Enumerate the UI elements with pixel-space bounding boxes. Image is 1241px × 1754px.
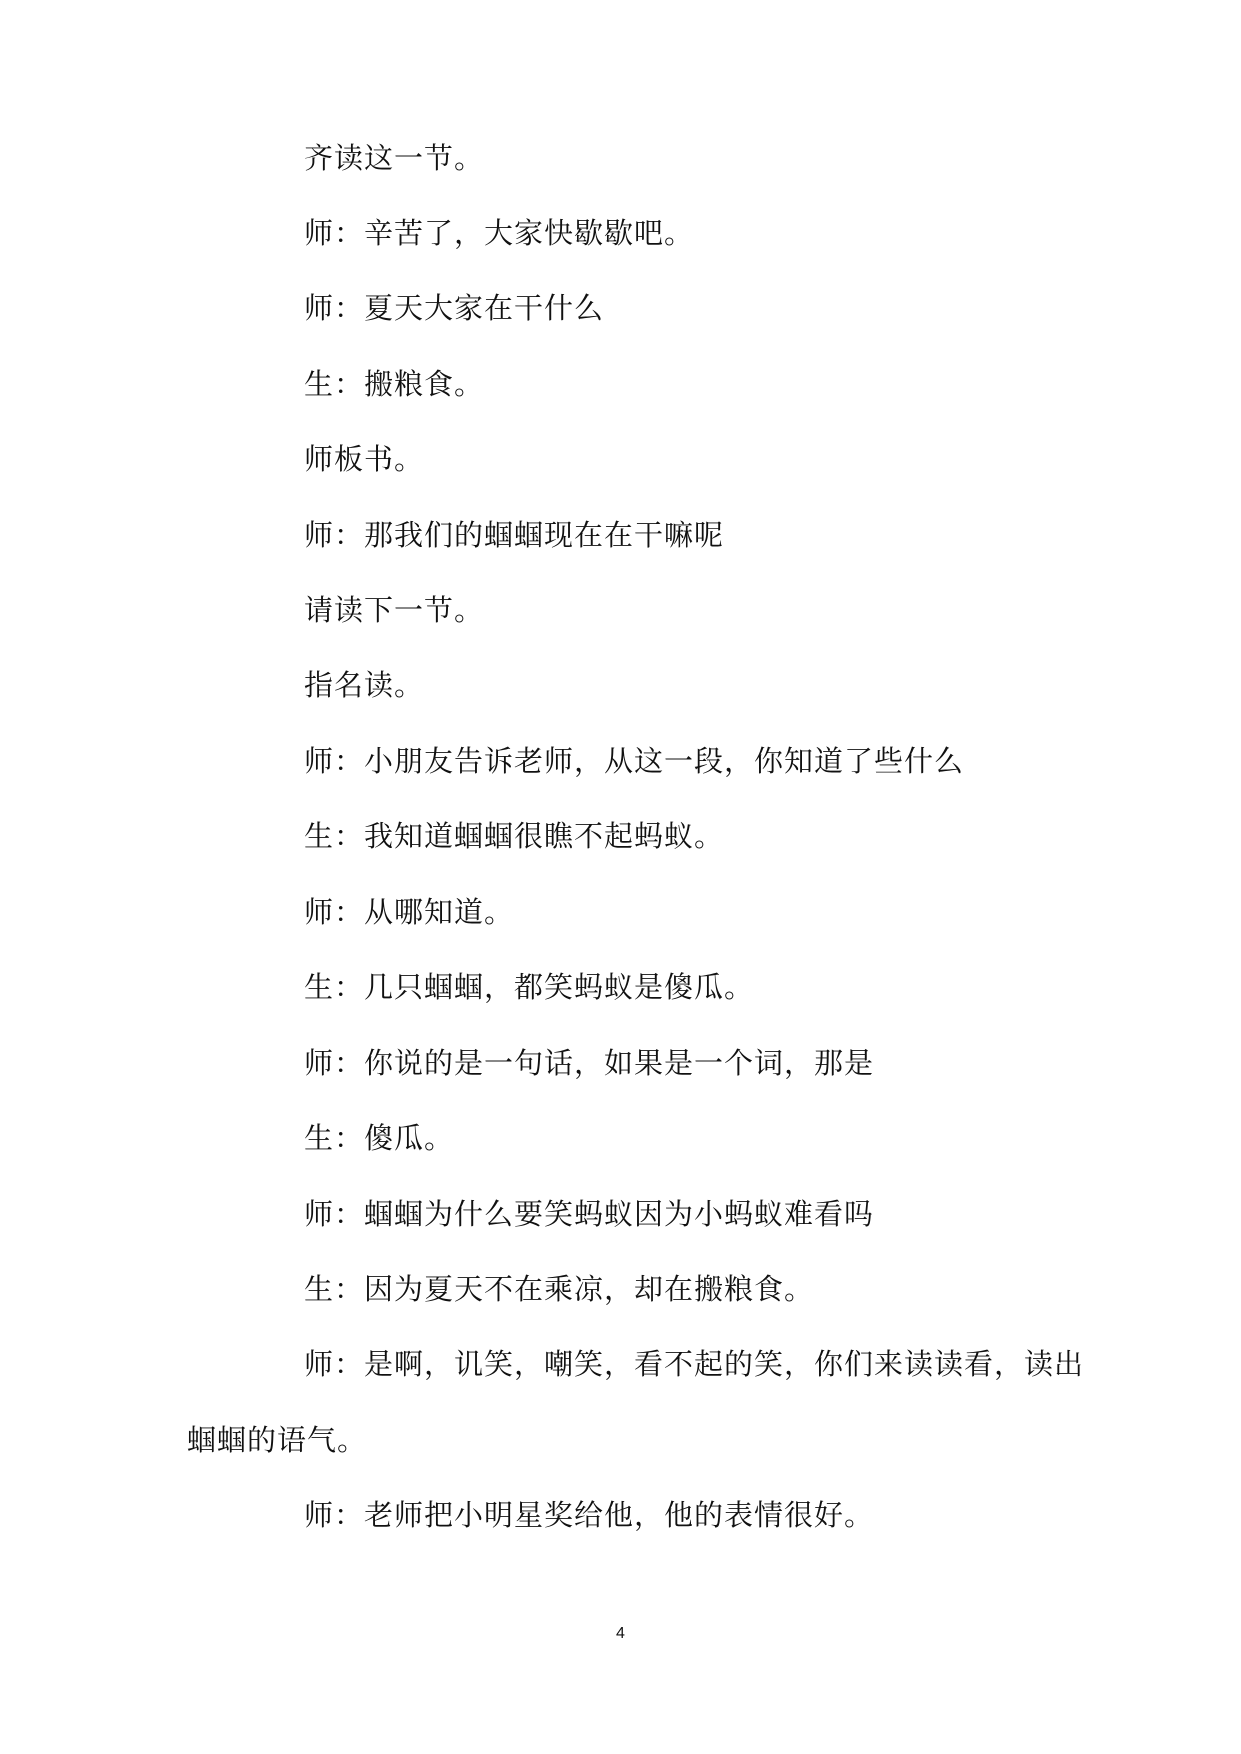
paragraph: 师：那我们的蝈蝈现在在干嘛呢 <box>304 518 725 552</box>
paragraph: 师：是啊，讥笑，嘲笑，看不起的笑，你们来读读看，读出 <box>304 1347 1085 1381</box>
paragraph: 齐读这一节。 <box>304 141 485 175</box>
paragraph: 生：我知道蝈蝈很瞧不起蚂蚁。 <box>304 819 725 853</box>
paragraph: 师板书。 <box>304 442 425 476</box>
paragraph: 师：从哪知道。 <box>304 895 515 929</box>
paragraph: 师：辛苦了，大家快歇歇吧。 <box>304 216 695 250</box>
paragraph: 师：夏天大家在干什么 <box>304 291 605 325</box>
paragraph-continuation: 蝈蝈的语气。 <box>187 1423 368 1457</box>
paragraph: 生：几只蝈蝈，都笑蚂蚁是傻瓜。 <box>304 970 755 1004</box>
paragraph: 师：老师把小明星奖给他，他的表情很好。 <box>304 1498 875 1532</box>
paragraph: 指名读。 <box>304 668 425 702</box>
paragraph: 生：因为夏天不在乘凉，却在搬粮食。 <box>304 1272 815 1306</box>
page-number: 4 <box>616 1625 625 1642</box>
paragraph: 生：搬粮食。 <box>304 367 485 401</box>
paragraph: 师：小朋友告诉老师，从这一段，你知道了些什么 <box>304 744 965 778</box>
paragraph: 师：蝈蝈为什么要笑蚂蚁因为小蚂蚁难看吗 <box>304 1197 875 1231</box>
paragraph: 请读下一节。 <box>304 593 485 627</box>
paragraph: 生：傻瓜。 <box>304 1121 455 1155</box>
paragraph: 师：你说的是一句话，如果是一个词，那是 <box>304 1046 875 1080</box>
